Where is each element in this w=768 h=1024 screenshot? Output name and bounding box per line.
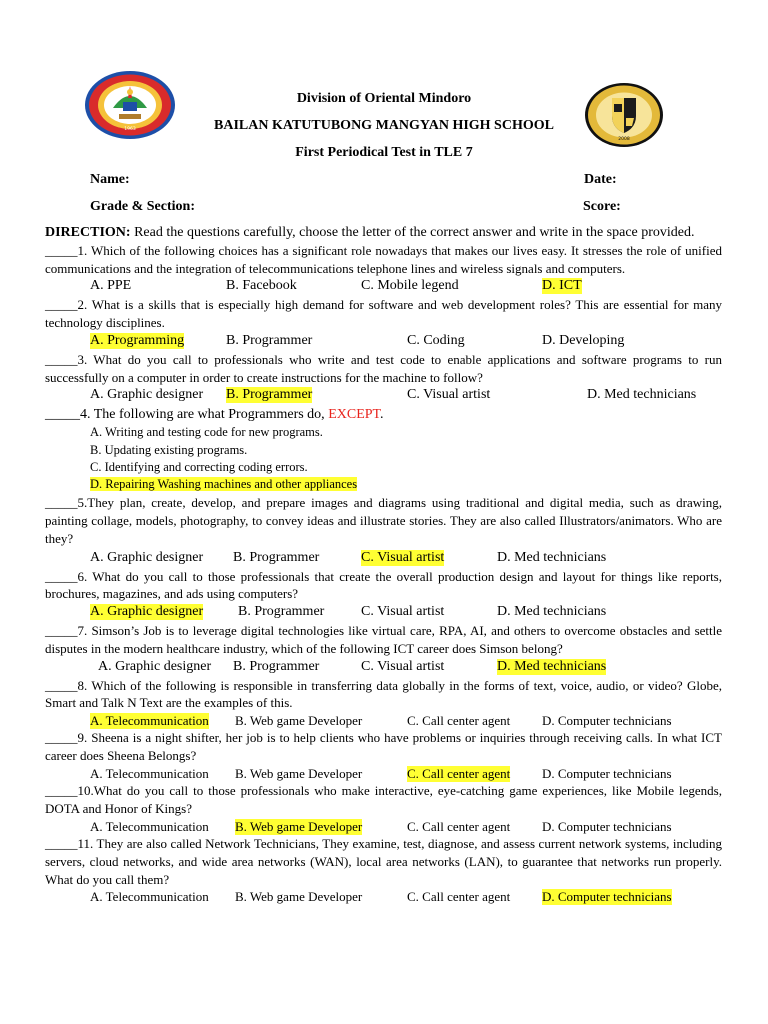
option-5b[interactable]: B. Programmer bbox=[233, 549, 320, 565]
option-2d[interactable]: D. Developing bbox=[542, 332, 625, 348]
option-1b[interactable]: B. Facebook bbox=[226, 278, 297, 294]
option-3b-highlighted[interactable]: B. Programmer bbox=[226, 387, 313, 403]
question-stem-7: _____7. Simson’s Job is to leverage digital technologies like virtual care, RPA, AI, and others to overcome obstacles and settle disputes in the modern healthcare industry, which of the following ICT career does Simson belong? bbox=[45, 623, 722, 656]
svg-text:1963: 1963 bbox=[124, 127, 136, 132]
option-4b[interactable]: B. Updating existing programs. bbox=[90, 442, 248, 457]
option-7d-highlighted[interactable]: D. Med technicians bbox=[497, 658, 607, 674]
question-stem-9: _____9. Sheena is a night shifter, her job is to help clients who have problems or inquiries through receiving calls. In what ICT career does Sheena Belongs? bbox=[45, 730, 722, 764]
option-7a[interactable]: A. Graphic designer bbox=[98, 658, 212, 674]
option-8c[interactable]: C. Call center agent bbox=[407, 712, 511, 728]
option-3a[interactable]: A. Graphic designer bbox=[90, 387, 204, 403]
option-2b[interactable]: B. Programmer bbox=[226, 332, 313, 348]
question-stem-10: _____10.What do you call to those professionals who make interactive, eye-catching game experiences, like Mobile legends, DOTA and Honor of Kings? bbox=[45, 783, 722, 817]
option-5d[interactable]: D. Med technicians bbox=[497, 549, 607, 565]
option-10d[interactable]: D. Computer technicians bbox=[542, 818, 672, 834]
option-2c[interactable]: C. Coding bbox=[407, 332, 465, 348]
grade-section-label: Grade & Section: bbox=[90, 199, 195, 214]
option-4d-row bbox=[45, 476, 722, 493]
question-options-11 bbox=[45, 888, 722, 906]
option-9b[interactable]: B. Web game Developer bbox=[235, 765, 363, 781]
option-7c[interactable]: C. Visual artist bbox=[361, 658, 445, 674]
school-name: BAILAN KATUTUBONG MANGYAN HIGH SCHOOL bbox=[214, 118, 554, 133]
option-6d[interactable]: D. Med technicians bbox=[497, 604, 607, 620]
question-options-6 bbox=[45, 603, 722, 622]
option-8b[interactable]: B. Web game Developer bbox=[235, 712, 363, 728]
test-content bbox=[45, 224, 722, 906]
direction-text: Read the questions carefully, choose the letter of the correct answer and write in the space provided. bbox=[130, 225, 695, 240]
option-11a[interactable]: A. Telecommunication bbox=[90, 889, 209, 905]
option-11c[interactable]: C. Call center agent bbox=[407, 889, 511, 905]
option-6c[interactable]: C. Visual artist bbox=[361, 604, 445, 620]
division-title: Division of Oriental Mindoro bbox=[296, 91, 472, 106]
option-3d[interactable]: D. Med technicians bbox=[587, 387, 697, 403]
option-9a[interactable]: A. Telecommunication bbox=[90, 765, 209, 781]
question-stem-6: _____6. What do you call to those professionals that create the overall production design and layout for things like reports, brochures, magazines, and ads using computers? bbox=[45, 568, 722, 602]
question-options-3 bbox=[45, 386, 722, 405]
option-11b[interactable]: B. Web game Developer bbox=[235, 889, 363, 905]
option-7b[interactable]: B. Programmer bbox=[233, 658, 320, 674]
question-stem-2: _____2. What is a skills that is especially high demand for software and web development roles? This are essential for many technology disciplines. bbox=[45, 297, 722, 331]
score-label: Score: bbox=[583, 199, 621, 214]
question-options-10 bbox=[45, 818, 722, 836]
option-6b[interactable]: B. Programmer bbox=[238, 604, 325, 620]
direction bbox=[45, 224, 722, 241]
question-options-1 bbox=[45, 277, 722, 296]
option-1c[interactable]: C. Mobile legend bbox=[361, 278, 459, 294]
option-11d-highlighted[interactable]: D. Computer technicians bbox=[542, 889, 672, 905]
question-stem-11: _____11. They are also called Network Technicians, They examine, test, diagnose, and assess current network systems, including servers, cloud networks, and wide area networks (WAN), local area networks (LAN), to guarantee that networks run properly. What do you call them? bbox=[45, 836, 722, 887]
option-10a[interactable]: A. Telecommunication bbox=[90, 818, 209, 834]
except-emphasis: EXCEPT bbox=[328, 407, 381, 423]
question-stem-4-end: . bbox=[380, 407, 384, 423]
option-4d-highlighted[interactable]: D. Repairing Washing machines and other appliances bbox=[90, 477, 358, 492]
option-1a[interactable]: A. PPE bbox=[90, 278, 132, 294]
option-8d[interactable]: D. Computer technicians bbox=[542, 712, 672, 728]
option-5a[interactable]: A. Graphic designer bbox=[90, 549, 204, 565]
option-3c[interactable]: C. Visual artist bbox=[407, 387, 491, 403]
option-9d[interactable]: D. Computer technicians bbox=[542, 765, 672, 781]
question-options-2 bbox=[45, 332, 722, 351]
direction-label: DIRECTION: bbox=[45, 225, 131, 240]
option-8a-highlighted[interactable]: A. Telecommunication bbox=[90, 712, 209, 728]
question-options-5 bbox=[45, 549, 722, 568]
option-5c-highlighted[interactable]: C. Visual artist bbox=[361, 549, 445, 565]
question-options-9 bbox=[45, 765, 722, 783]
date-label: Date: bbox=[584, 172, 617, 187]
question-options-7 bbox=[45, 658, 722, 677]
question-stem-5: _____5.They plan, create, develop, and prepare images and diagrams using traditional and digital media, such as drawing, painting collage, models, photography, to convey ideas and illustrate stories. They are also called Illustrators/animators. Who are they? bbox=[45, 494, 722, 547]
question-stem-3: _____3. What do you call to professionals who write and test code to enable applications and software programs to run successfully on a computer in order to create instructions for the machine to follow? bbox=[45, 351, 722, 385]
option-4c[interactable]: C. Identifying and correcting coding errors. bbox=[90, 460, 308, 475]
question-options-8 bbox=[45, 712, 722, 730]
svg-text:2008: 2008 bbox=[618, 137, 630, 142]
question-stem-1: _____1. Which of the following choices has a significant role nowadays that makes our lives easy. It stresses the role of unified communications and the integration of telecommunications telephone lines and wireless signals and computers. bbox=[45, 243, 722, 276]
test-title: First Periodical Test in TLE 7 bbox=[295, 145, 473, 160]
question-stem-4-text: _____4. The following are what Programmers do, bbox=[45, 407, 329, 423]
option-9c-highlighted[interactable]: C. Call center agent bbox=[407, 765, 511, 781]
name-label: Name: bbox=[90, 172, 130, 187]
option-6a-highlighted[interactable]: A. Graphic designer bbox=[90, 604, 204, 620]
option-1d-highlighted[interactable]: D. ICT bbox=[542, 278, 582, 294]
option-10b-highlighted[interactable]: B. Web game Developer bbox=[235, 818, 363, 834]
option-4a[interactable]: A. Writing and testing code for new programs. bbox=[90, 425, 323, 440]
question-stem-4 bbox=[45, 405, 722, 424]
question-stem-8: _____8. Which of the following is responsible in transferring data globally in the forms of text, voice, audio, or video? Globe, Smart and Talk N Text are the examples of this. bbox=[45, 677, 722, 711]
option-2a-highlighted[interactable]: A. Programming bbox=[90, 332, 185, 348]
option-10c[interactable]: C. Call center agent bbox=[407, 818, 511, 834]
